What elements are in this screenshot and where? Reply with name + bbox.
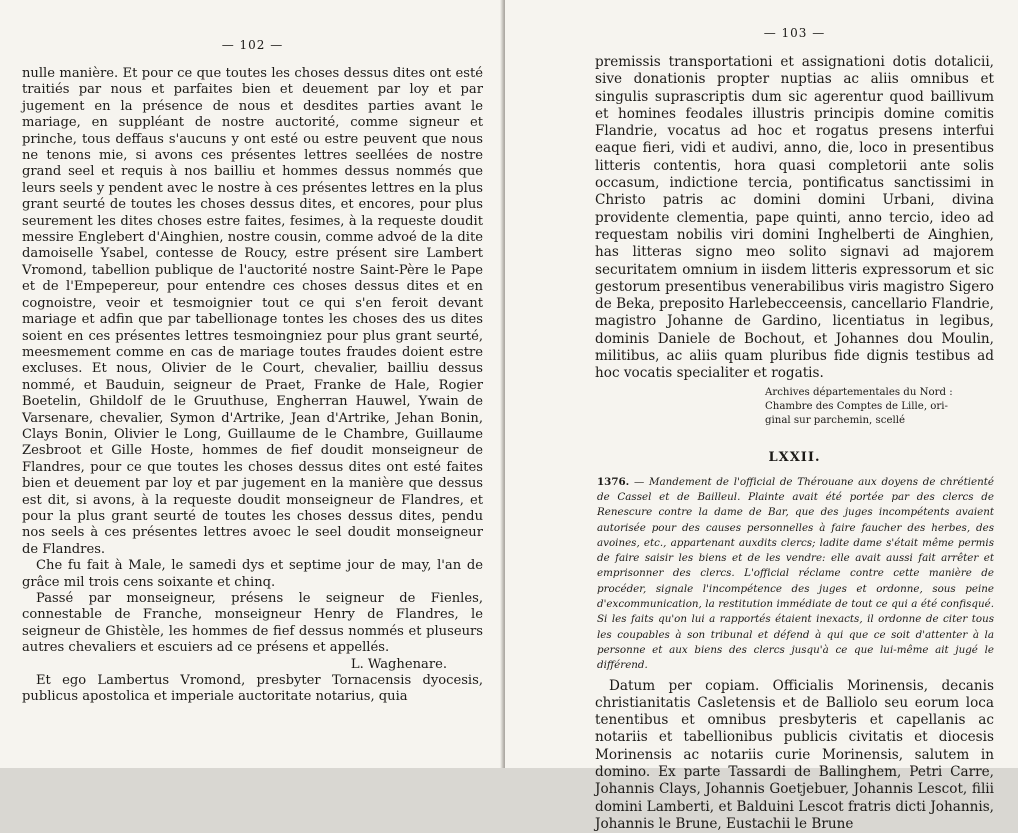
document-summary bbox=[595, 475, 994, 674]
archive-line-2: Chambre des Comptes de Lille, ori- bbox=[765, 400, 994, 414]
archive-line-1: Archives départementales du Nord : bbox=[765, 386, 994, 400]
left-page-number: — 102 — bbox=[22, 38, 483, 52]
archive-line-3: ginal sur parchemin, scellé bbox=[765, 414, 994, 428]
right-closing-paragraph: Datum per copiam. Officialis Morinensis, decanis christianitatis Casletensis et de Balliolo seu eorum loca tenentibus et omnibus presbyteris et capellanis ac notariis et tabellionibus publicis civitatis et diocesis Morinensis ac notariis curie Morinensis, salutem in domino. Ex parte Tassardi de Ballinghem, Petri Carre, Johannis Clays, Johannis Goetjebuer, Johannis Lescot, filii domini Lamberti, et Balduini Lescot fratris dicti Johannis, Johannis le Brune, Eustachii le Brune bbox=[595, 678, 994, 833]
left-paragraph-2: Che fu fait à Male, le samedi dys et septime jour de may, l'an de grâce mil trois cens soixante et chinq. bbox=[22, 558, 483, 591]
left-page bbox=[0, 0, 503, 768]
right-opening-paragraph: premissis transportationi et assignationi dotis dotalicii, sive donationis propter nuptias ac aliis omnibus et singulis suprascriptis dum sic agerentur quod baillivum et homines feodales illustris principis domine comitis Flandrie, vocatus ad hoc et rogatus presens interfui eaque fieri, vidi et audivi, anno, die, loco in presentibus litteris contentis, hora quasi completorii ante solis occasum, indictione tercia, pontificatus sanctissimi in Christo patris ac domini domini Urbani, divina providente clementia, pape quinti, anno tercio, ideo ad requestam nobilis viri domini Inghelberti de Ainghien, has litteras signo meo solito signavi ad majorem securitatem omnium in iisdem litteris expressorum et sic gestorum presentibus venerabilibus viris magistro Sigero de Beka, preposito Harlebecceensis, cancellario Flandrie, magistro Johanne de Gardino, licentiatus in legibus, dominis Daniele de Bochout, et Johannes dou Moulin, militibus, ac aliis quam pluribus fide dignis testibus ad hoc vocatis specialiter et rogatis. bbox=[595, 54, 994, 383]
right-page bbox=[505, 0, 1018, 768]
left-page-body bbox=[22, 66, 483, 706]
document-number: LXXII. bbox=[595, 450, 994, 465]
archive-note bbox=[595, 386, 994, 428]
left-paragraph-3: Passé par monseigneur, présens le seigneur de Fienles, connestable de Franche, monseigneur Henry de Flandres, le seigneur de Ghistèle, les hommes de fief dessus nommés et pluseurs autres chevaliers et escuiers ad ce présens et appellés. bbox=[22, 591, 483, 657]
left-final-paragraph: Et ego Lambertus Vromond, presbyter Tornacensis dyocesis, publicus apostolica et imperiale auctoritate notarius, quia bbox=[22, 673, 483, 706]
summary-text: — Mandement de l'official de Thérouane aux doyens de chrétienté de Cassel et de Bailleul. Plainte avait été portée par des clercs de Renescure contre la dame de Bar, que des juges incompétents avaient autorisée pour des causes personnelles à faire faucher des herbes, des avoines, etc., appartenant auxdits clercs; ladite dame s'était même permis de faire saisir les biens et de les vendre: elle avait aussi fait arrêter et emprisonner des clercs. L'official réclame contre cette manière de procéder, signale l'incompétence des juges et ordonne, sous peine d'excommunication, la restitution immédiate de tout ce qui a été confisqué. Si les faits qu'on lui a rapportés étaient inexacts, il ordonne de citer tous les coupables à son tribunal et défend à qui que ce soit d'attenter à la personne et aux biens des clercs jusqu'à ce que lui-même ait jugé le différend. bbox=[597, 476, 994, 672]
right-closing-body bbox=[595, 678, 994, 833]
signature: L. Waghenare. bbox=[22, 657, 483, 673]
left-paragraph-1: nulle manière. Et pour ce que toutes les choses dessus dites ont esté traitiés par nous et parfaites bien et deuement par loy et par jugement en la présence de nous et desdites parties avant le mariage, en suppléant de nostre auctorité, comme signeur et prinche, tous deffaus s'aucuns y ont esté ou estre peuvent que nous ne tenons mie, si avons ces présentes lettres seellées de nostre grand seel et requis à nos bailliu et hommes dessus nommés que leurs seels y pendent avec le nostre à ces présentes lettres en la plus grant seurté de toutes les choses dessus dites, et encores, pour plus seurement les dites choses estre faites, fesimes, à la requeste doudit messire Englebert d'Ainghien, nostre cousin, comme advoé de la dite damoiselle Ysabel, contesse de Roucy, estre présent sire Lambert Vromond, tabellion publique de l'auctorité nostre Saint-Père le Pape et de l'Empepereur, pour entendre ces choses dessus dites et en cognoistre, veoir et tesmoignier tout ce qui s'en feroit devant mariage et adfin que par tabellionage tontes les choses des us dites soient en ces présentes lettres tesmoingniez pour plus grant seurté, meesmement comme en cas de mariage toutes fraudes doient estre excluses. Et nous, Olivier de le Court, chevalier, bailliu dessus nommé, et Bauduin, seigneur de Praet, Franke de Hale, Rogier Boetelin, Ghildolf de le Gruuthuse, Engherran Hauwel, Ywain de Varsenare, chevalier, Symon d'Artrike, Jean d'Artrike, Jehan Bonin, Clays Bonin, Olivier le Long, Guillaume de le Chambre, Guillaume Zesbroot et Gille Hoste, hommes de fief doudit monseigneur de Flandres, pour ce que toutes les choses dessus dites ont esté faites bien et deuement par loy et par jugement en la manière que dessus est dit, si avons, à la requeste doudit monseigneur de Flandres, et pour la plus grant seurté de toutes les choses dessus dites, pendu nos seels à ces présentes lettres avoec le seel doudit monseigneur de Flandres. bbox=[22, 66, 483, 558]
summary-year: 1376. bbox=[597, 476, 629, 488]
right-page-number: — 103 — bbox=[595, 26, 994, 40]
right-page-body bbox=[595, 54, 994, 383]
